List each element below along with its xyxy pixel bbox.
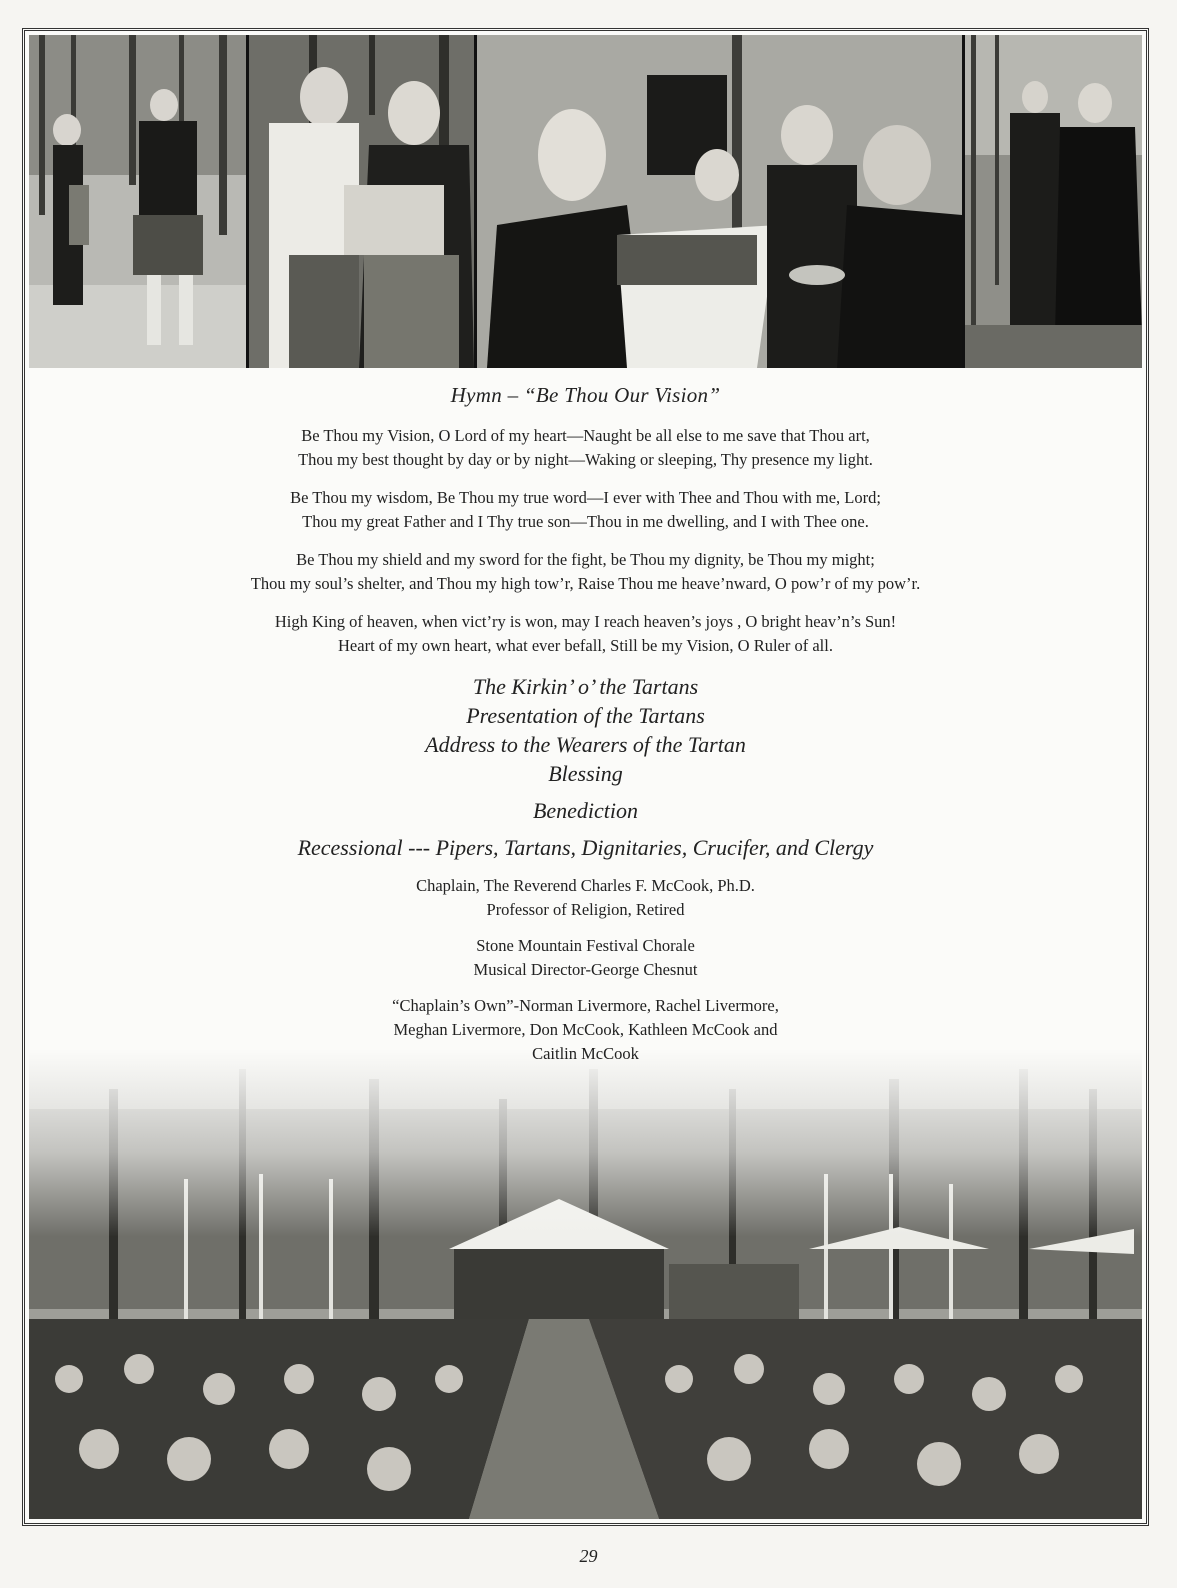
program-item: Presentation of the Tartans [466,703,705,728]
program-item: The Kirkin’ o’ the Tartans [472,674,699,699]
credit-line: Musical Director-George Chesnut [473,960,698,979]
verse-line: Be Thou my shield and my sword for the fight, be Thou my dignity, be Thou my might; [296,550,875,569]
hymn-verse-1 [25,424,1146,472]
page-frame [22,28,1149,1526]
verse-line: Thou my soul’s shelter, and Thou my high tow’r, Raise Thou me heave’nward, O pow’r of my pow’r. [250,574,921,593]
hymn-title: Hymn – “Be Thou Our Vision” [450,383,721,407]
tartan-bearers-photo [249,35,474,368]
order-of-service [25,383,1146,1078]
festival-crowd-photo [29,1049,1142,1519]
hymn-verse-2 [25,486,1146,534]
credit-line: Chaplain, The Reverend Charles F. McCook, Ph.D. [416,876,755,895]
verse-line: Be Thou my wisdom, Be Thou my true word—I ever with Thee and Thou with me, Lord; [290,488,881,507]
verse-line: Thou my best thought by day or by night—Waking or sleeping, Thy presence my light. [298,450,873,469]
baby-blessing-photo [477,35,962,368]
page-number: 29 [579,1546,598,1566]
clergy-procession-photo [965,35,1142,368]
credit-line: “Chaplain’s Own”-Norman Livermore, Rachel Livermore, [392,996,779,1015]
recessional: Recessional --- Pipers, Tartans, Dignitaries, Crucifer, and Clergy [297,835,874,860]
hymn-verse-4 [25,610,1146,658]
verse-line: High King of heaven, when vict’ry is won, may I reach heaven’s joys , O bright heav’n’s Sun! [274,612,897,631]
verse-line: Thou my great Father and I Thy true son—Thou in me dwelling, and I with Thee one. [302,512,869,531]
credit-line: Caitlin McCook [532,1044,639,1063]
program-item: Blessing [548,761,623,786]
credit-line: Meghan Livermore, Don McCook, Kathleen McCook and [393,1020,778,1039]
piper-procession-photo [29,35,246,368]
verse-line: Be Thou my Vision, O Lord of my heart—Naught be all else to me save that Thou art, [301,426,870,445]
benediction: Benediction [532,798,639,823]
chaplains-own-credit [25,994,1146,1066]
verse-line: Heart of my own heart, what ever befall, Still be my Vision, O Ruler of all. [338,636,833,655]
chorale-credit [25,934,1146,982]
hymn-verse-3 [25,548,1146,596]
photo-strip [29,35,1142,368]
chaplain-credit [25,874,1146,922]
credit-line: Stone Mountain Festival Chorale [476,936,695,955]
credit-line: Professor of Religion, Retired [486,900,685,919]
program-item: Address to the Wearers of the Tartan [425,732,746,757]
program-list [25,672,1146,862]
credits [25,874,1146,1066]
